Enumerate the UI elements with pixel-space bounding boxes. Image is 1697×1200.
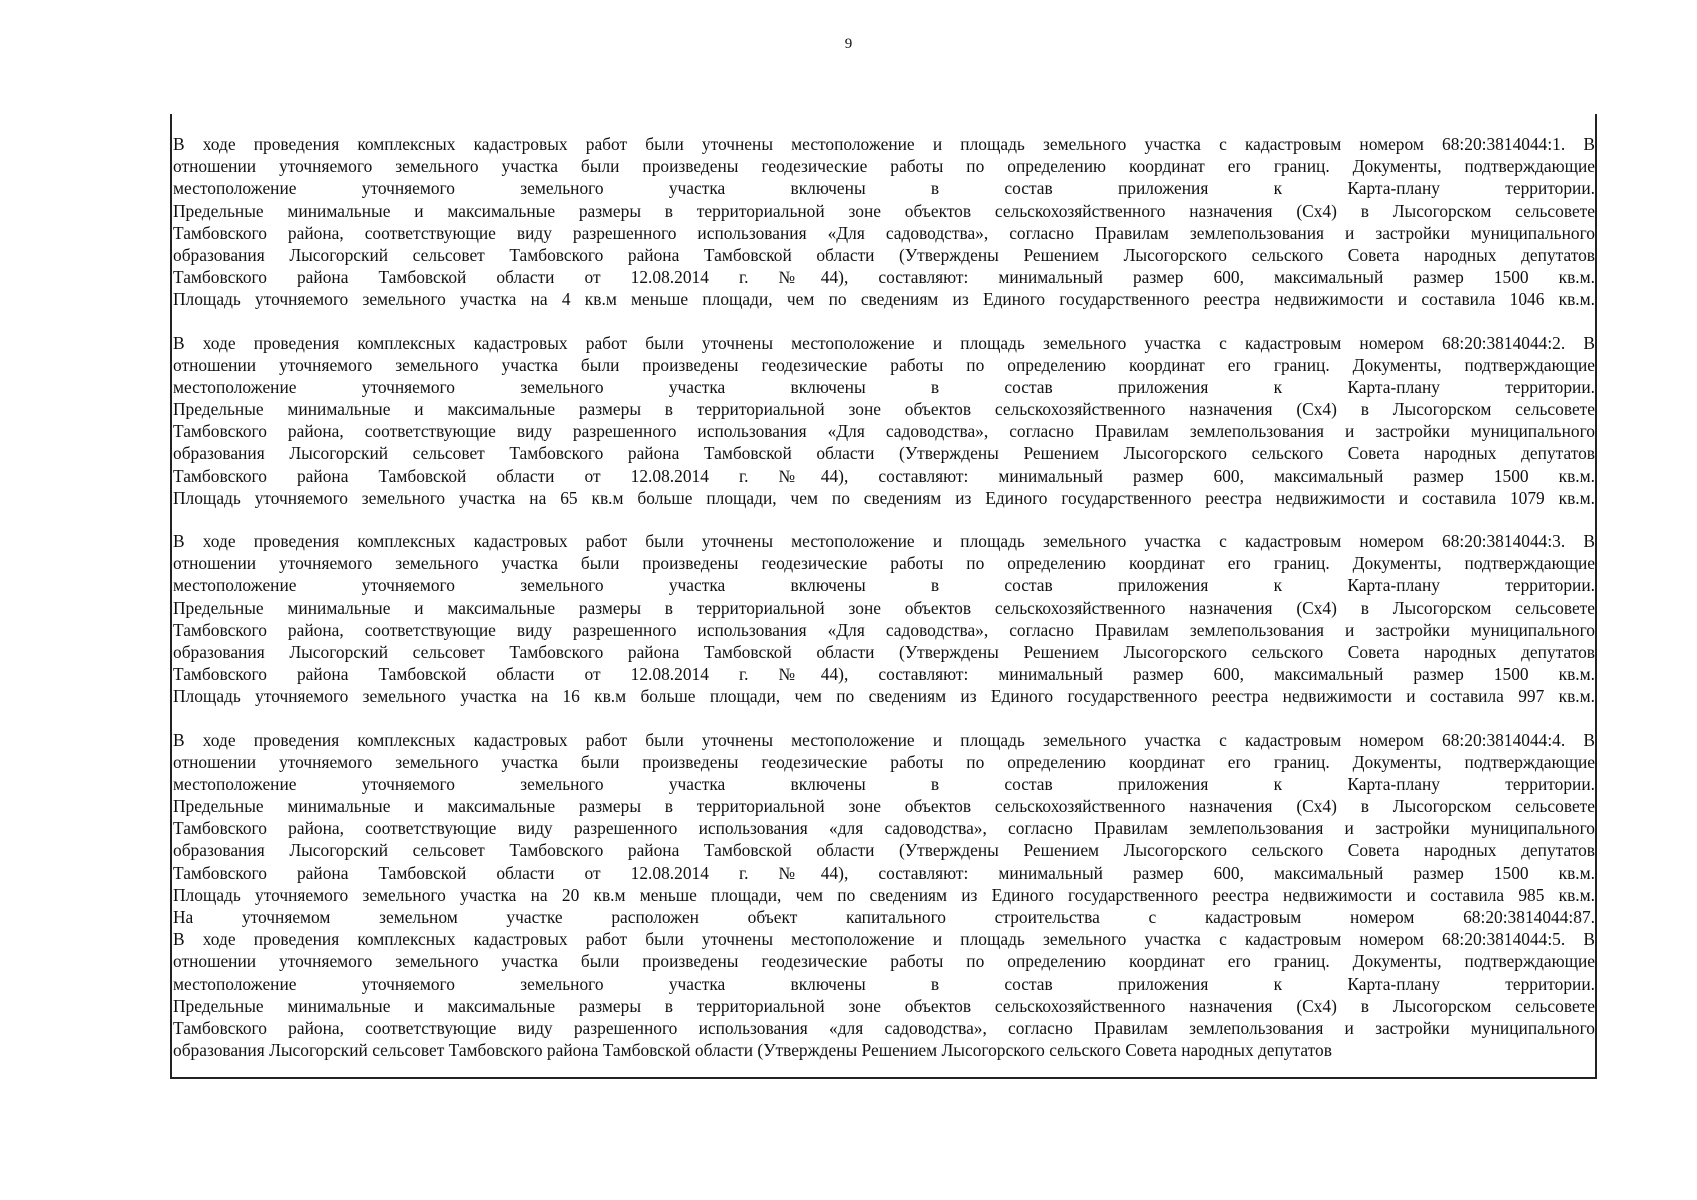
text-line: Тамбовского района Тамбовской области от 12.08.2014 г. №44), составляют: минимальный размер 600, максимальный размер 1500 кв.м. [173, 664, 1595, 685]
text-line: В ходе проведения комплексных кадастровых работ были уточнены местоположение и площадь земельного участка с кадастровым номером 68:20:3814044:3. В [173, 531, 1595, 551]
text-line: Тамбовского района, соответствующие виду разрешенного использования «Для садоводства», согласно Правилам землепользования и застройки муниципального [173, 222, 1595, 243]
text-line: Предельные минимальные и максимальные размеры в территориальной зоне объектов сельскохозяйственного назначения (Сх4) в Лысогорском сельсовете [173, 200, 1595, 221]
paragraph-gap [173, 708, 1595, 729]
text-line: Тамбовского района, соответствующие виду разрешенного использования «Для садоводства», согласно Правилам землепользования и застройки муниципального [173, 421, 1595, 442]
document-body [173, 133, 1595, 1061]
text-line: образования Лысогорский сельсовет Тамбовского района Тамбовской области (Утверждены Решением Лысогорского сельского Совета народных депутатов [173, 840, 1595, 861]
text-line: отношении уточняемого земельного участка были произведены геодезические работы по определению координат его границ. Документы, подтверждающие [173, 951, 1595, 972]
text-line: местоположение уточняемого земельного участка включены в состав приложения к Карта-плану территории. [173, 773, 1595, 794]
text-line: образования Лысогорский сельсовет Тамбовского района Тамбовской области (Утверждены Решением Лысогорского сельского Совета народных депутатов [173, 1040, 1332, 1061]
paragraph [173, 332, 1595, 510]
text-line: Тамбовского района Тамбовской области от 12.08.2014 г. №44), составляют: минимальный размер 600, максимальный размер 1500 кв.м. [173, 267, 1595, 288]
text-line: отношении уточняемого земельного участка были произведены геодезические работы по определению координат его границ. Документы, подтверждающие [173, 553, 1595, 574]
text-line: Тамбовского района, соответствующие виду разрешенного использования «для садоводства», согласно Правилам землепользования и застройки муниципального [173, 818, 1595, 839]
text-line: образования Лысогорский сельсовет Тамбовского района Тамбовской области (Утверждены Решением Лысогорского сельского Совета народных депутатов [173, 443, 1595, 464]
text-line: Предельные минимальные и максимальные размеры в территориальной зоне объектов сельскохозяйственного назначения (Сх4) в Лысогорском сельсовете [173, 597, 1595, 618]
text-line: местоположение уточняемого земельного участка включены в состав приложения к Карта-плану территории. [173, 178, 1595, 199]
text-line: Тамбовского района, соответствующие виду разрешенного использования «для садоводства», согласно Правилам землепользования и застройки муниципального [173, 1017, 1595, 1038]
text-line: местоположение уточняемого земельного участка включены в состав приложения к Карта-плану территории. [173, 973, 1595, 994]
text-line: На уточняемом земельном участке расположен объект капитального строительства с кадастровым номером 68:20:3814044:87. [173, 907, 1595, 927]
text-line: Тамбовского района, соответствующие виду разрешенного использования «Для садоводства», согласно Правилам землепользования и застройки муниципального [173, 619, 1595, 640]
text-line: образования Лысогорский сельсовет Тамбовского района Тамбовской области (Утверждены Решением Лысогорского сельского Совета народных депутатов [173, 641, 1595, 662]
text-line: В ходе проведения комплексных кадастровых работ были уточнены местоположение и площадь земельного участка с кадастровым номером 68:20:3814044:4. В [173, 729, 1595, 750]
page-number: 9 [844, 36, 853, 52]
text-line: В ходе проведения комплексных кадастровых работ были уточнены местоположение и площадь земельного участка с кадастровым номером 68:20:3814044:1. В [173, 134, 1595, 154]
text-line: В ходе проведения комплексных кадастровых работ были уточнены местоположение и площадь земельного участка с кадастровым номером 68:20:3814044:5. В [173, 929, 1595, 950]
text-line: Предельные минимальные и максимальные размеры в территориальной зоне объектов сельскохозяйственного назначения (Сх4) в Лысогорском сельсовете [173, 796, 1595, 817]
text-line: Площадь уточняемого земельного участка на 65 кв.м больше площади, чем по сведениям из Единого государственного реестра недвижимости и составила 1079 кв.м. [173, 487, 1595, 508]
text-line: местоположение уточняемого земельного участка включены в состав приложения к Карта-плану территории. [173, 376, 1595, 397]
text-line: В ходе проведения комплексных кадастровых работ были уточнены местоположение и площадь земельного участка с кадастровым номером 68:20:3814044:2. В [173, 332, 1595, 353]
paragraph-gap [173, 509, 1595, 530]
text-line: отношении уточняемого земельного участка были произведены геодезические работы по определению координат его границ. Документы, подтверждающие [173, 156, 1595, 177]
text-line: отношении уточняемого земельного участка были произведены геодезические работы по определению координат его границ. Документы, подтверждающие [173, 751, 1595, 772]
text-line: Предельные минимальные и максимальные размеры в территориальной зоне объектов сельскохозяйственного назначения (Сх4) в Лысогорском сельсовете [173, 399, 1595, 420]
text-line: Предельные минимальные и максимальные размеры в территориальной зоне объектов сельскохозяйственного назначения (Сх4) в Лысогорском сельсовете [173, 995, 1595, 1016]
paragraph [173, 729, 1595, 1062]
paragraph [173, 530, 1595, 708]
paragraph-gap [173, 311, 1595, 332]
text-line: образования Лысогорский сельсовет Тамбовского района Тамбовской области (Утверждены Решением Лысогорского сельского Совета народных депутатов [173, 244, 1595, 265]
text-line: Тамбовского района Тамбовской области от 12.08.2014 г. №44), составляют: минимальный размер 600, максимальный размер 1500 кв.м. [173, 862, 1595, 883]
text-line: Площадь уточняемого земельного участка на 4 кв.м меньше площади, чем по сведениям из Единого государственного реестра недвижимости и составила 1046 кв.м. [173, 289, 1595, 310]
text-line: Площадь уточняемого земельного участка на 20 кв.м меньше площади, чем по сведениям из Единого государственного реестра недвижимости и составила 985 кв.м. [173, 884, 1595, 905]
text-line: местоположение уточняемого земельного участка включены в состав приложения к Карта-плану территории. [173, 575, 1595, 596]
text-line: отношении уточняемого земельного участка были произведены геодезические работы по определению координат его границ. Документы, подтверждающие [173, 354, 1595, 375]
paragraph [173, 133, 1595, 311]
text-line: Тамбовского района Тамбовской области от 12.08.2014 г. №44), составляют: минимальный размер 600, максимальный размер 1500 кв.м. [173, 465, 1595, 486]
text-line: Площадь уточняемого земельного участка на 16 кв.м больше площади, чем по сведениям из Единого государственного реестра недвижимости и составила 997 кв.м. [173, 686, 1595, 707]
